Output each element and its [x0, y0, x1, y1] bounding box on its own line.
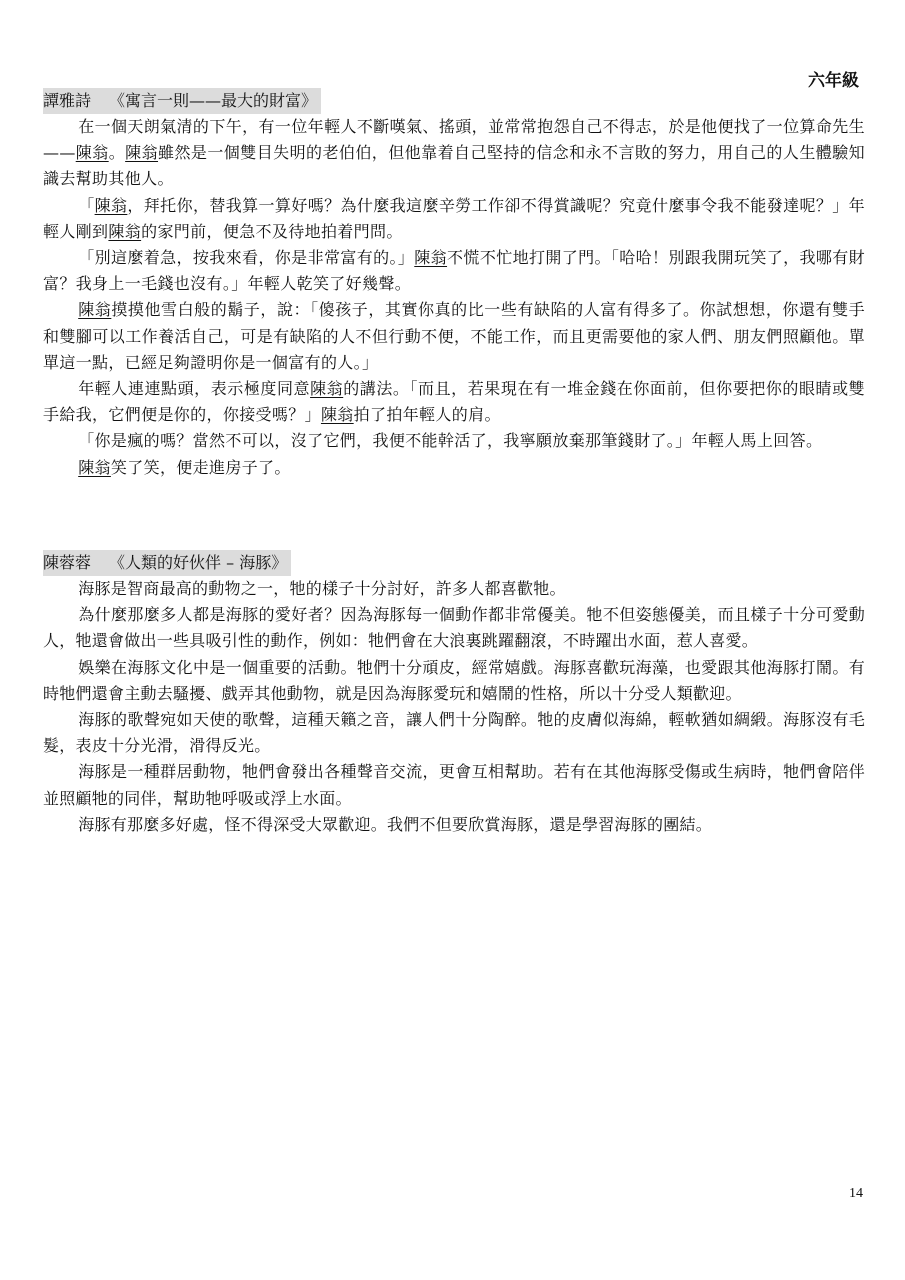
paragraph-text: 在一個天朗氣清的下午，有一位年輕人不斷嘆氣、搖頭，並常常抱怨自己不得志，於是他便找了一位算命先生——	[43, 117, 865, 163]
paragraph: 海豚的歌聲宛如天使的歌聲，這種天籟之音，讓人們十分陶醉。牠的皮膚似海綿，輕軟猶如綢緞。海豚沒有毛髮，表皮十分光滑，滑得反光。	[43, 710, 865, 756]
proper-name: 陳翁	[108, 221, 142, 241]
proper-name: 陳翁	[94, 195, 128, 215]
story-heading	[43, 88, 321, 114]
paragraph	[43, 455, 865, 481]
paragraph	[43, 428, 865, 454]
proper-name: 陳翁	[78, 457, 111, 477]
paragraph-text: 摸摸他雪白般的鬍子，說：「傻孩子，其實你真的比一些有缺陷的人富有得多了。你試想想，你還有雙手和雙腳可以工作養活自己，可是有缺陷的人不但行動不便，不能工作，而且更需要他的家人們、朋友們照顧他。單單這一點，已經足夠證明你是一個富有的人。」	[43, 300, 866, 372]
paragraph-text: 。	[108, 143, 126, 163]
paragraph-text: 不慌不忙地打開了門。「哈哈！別跟我開玩笑了，我哪有財富？我身上一毛錢也沒有。」年輕人乾笑了好幾聲。	[43, 248, 866, 294]
paragraph	[43, 245, 865, 297]
proper-name: 陳翁	[414, 248, 448, 268]
story-body	[43, 576, 865, 838]
story-heading	[43, 550, 291, 576]
paragraph	[43, 376, 865, 428]
story-body	[43, 114, 865, 481]
paragraph-text: 拍了拍年輕人的肩。	[353, 405, 501, 425]
proper-name: 陳翁	[78, 300, 112, 320]
paragraph-text: ，拜托你，替我算一算好嗎？為什麼我這麼辛勞工作卻不得賞識呢？究竟什麼事令我不能發達呢？」年輕人剛到	[43, 195, 865, 241]
story-title: 《人類的好伙伴 – 海豚》	[109, 553, 288, 572]
paragraph	[43, 193, 865, 245]
paragraph-text: 「你是瘋的嗎？當然不可以，沒了它們，我便不能幹活了，我寧願放棄那筆錢財了。」年輕人馬上回答。	[78, 431, 823, 451]
page-number: 14	[849, 1186, 863, 1201]
proper-name: 陳翁	[75, 143, 109, 163]
paragraph-text: 「	[78, 195, 95, 215]
story-dolphin	[43, 550, 865, 838]
grade-label: 六年級	[808, 71, 859, 91]
paragraph: 娛樂在海豚文化中是一個重要的活動。牠們十分頑皮，經常嬉戲。海豚喜歡玩海藻，也愛跟其他海豚打鬧。有時牠們還會主動去騷擾、戲弄其他動物，就是因為海豚愛玩和嬉鬧的性格，所以十分受人類歡迎。	[43, 657, 865, 703]
paragraph: 為什麼那麼多人都是海豚的愛好者？因為海豚每一個動作都非常優美。牠不但姿態優美，而且樣子十分可愛動人，牠還會做出一些具吸引性的動作，例如：牠們會在大浪裏跳躍翻滾，不時躍出水面，惹人喜愛。	[43, 605, 865, 651]
story-author: 譚雅詩	[43, 91, 92, 110]
paragraph-text: 的家門前，便急不及待地拍着門問。	[141, 221, 403, 241]
story-title: 《寓言一則——最大的財富》	[109, 91, 318, 110]
proper-name: 陳翁	[320, 405, 354, 425]
paragraph: 海豚是一種群居動物，牠們會發出各種聲音交流，更會互相幫助。若有在其他海豚受傷或生病時，牠們會陪伴並照顧牠的同伴，幫助牠呼吸或浮上水面。	[43, 762, 865, 808]
story-mouse-fable	[43, 88, 865, 481]
paragraph: 海豚有那麼多好處，怪不得深受大眾歡迎。我們不但要欣賞海豚，還是學習海豚的團結。	[78, 814, 712, 834]
story-author: 陳蓉蓉	[43, 553, 92, 572]
paragraph-text: 笑了笑，便走進房子了。	[110, 457, 291, 477]
paragraph-text: 的講法。「而且，若果現在有一堆金錢在你面前，但你要把你的眼睛或雙手給我，它們便是你的，你接受嗎？」	[43, 379, 866, 425]
paragraph: 海豚是智商最高的動物之一，牠的樣子十分討好，許多人都喜歡牠。	[78, 579, 566, 598]
paragraph-text: 「別這麼着急，按我來看，你是非常富有的。」	[78, 248, 415, 268]
paragraph-text: 雖然是一個雙目失明的老伯伯，但他靠着自己堅持的信念和永不言敗的努力，用自己的人生體驗知識去幫助其他人。	[43, 143, 865, 189]
paragraph-text: 年輕人連連點頭，表示極度同意	[78, 379, 311, 399]
paragraph	[43, 114, 865, 193]
proper-name: 陳翁	[125, 143, 159, 163]
paragraph	[43, 297, 865, 376]
proper-name: 陳翁	[310, 379, 344, 399]
